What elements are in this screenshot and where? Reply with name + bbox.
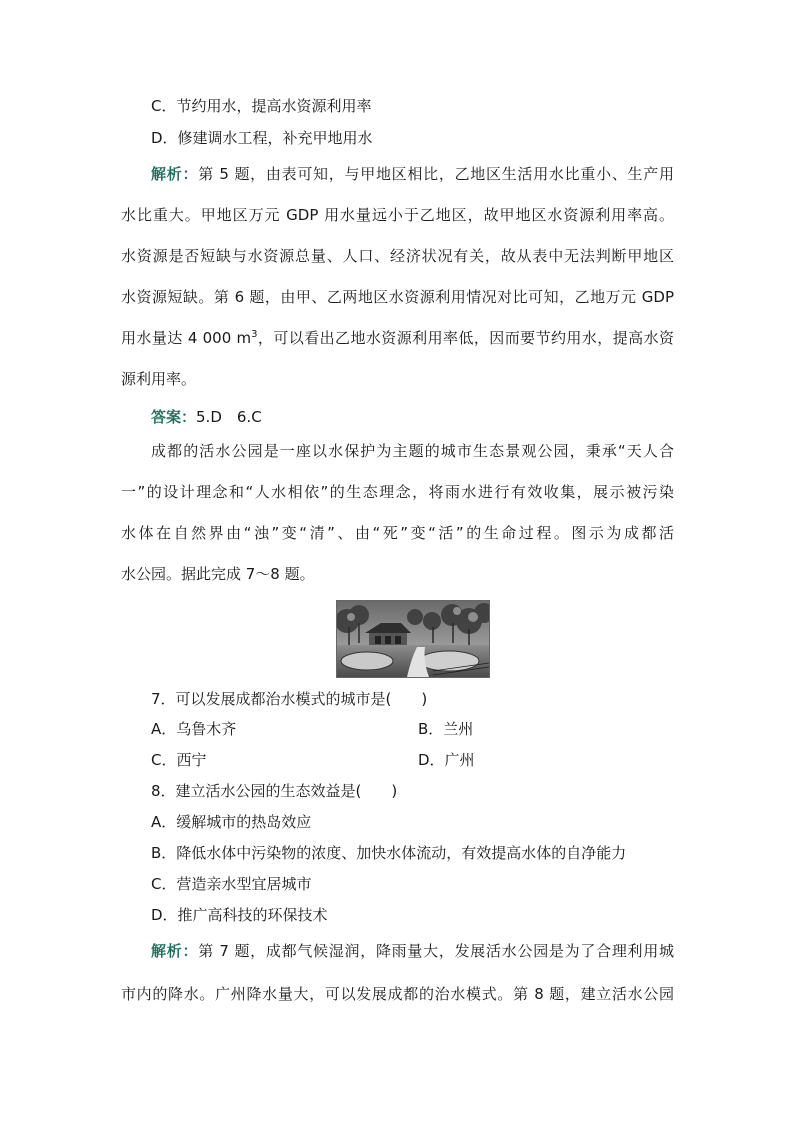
q7-stem: 7．可以发展成都治水模式的城市是( )	[151, 690, 428, 708]
intro-line-4: 水公园。据此完成 7～8 题。	[121, 565, 315, 583]
analysis-1-line-1: 解析：第 5 题，由表可知，与甲地区相比，乙地区生活用水比重小、生产用	[151, 165, 674, 183]
analysis-label: 解析：	[151, 165, 199, 183]
q7-option-b: B．兰州	[418, 720, 474, 738]
answer-label: 答案：	[151, 408, 197, 426]
analysis-1-line-6: 源利用率。	[121, 370, 197, 388]
q7-option-a: A．乌鲁木齐	[151, 720, 237, 738]
analysis-label-2: 解析：	[151, 942, 199, 960]
q8-option-a: A．缓解城市的热岛效应	[151, 813, 312, 831]
q8-option-d: D．推广高科技的环保技术	[151, 906, 328, 924]
q8-option-b: B．降低水体中污染物的浓度、加快水体流动，有效提高水体的自净能力	[151, 844, 627, 862]
q6-option-c: C．节约用水，提高水资源利用率	[151, 97, 372, 115]
q6-option-d: D．修建调水工程，补充甲地用水	[151, 129, 373, 147]
q8-option-c: C．营造亲水型宜居城市	[151, 875, 312, 893]
intro-line-3: 水体在自然界由“浊”变“清”、由“死”变“活”的生命过程。图示为成都活	[121, 524, 674, 542]
analysis-2-line-2: 市内的降水。广州降水量大，可以发展成都的治水模式。第 8 题，建立活水公园	[121, 985, 674, 1003]
analysis-1-line-3: 水资源是否短缺与水资源总量、人口、经济状况有关，故从表中无法判断甲地区	[121, 247, 674, 265]
analysis-1-line-4: 水资源短缺。第 6 题，由甲、乙两地区水资源利用情况对比可知，乙地万元 GDP	[121, 288, 674, 306]
analysis-1-line-5: 用水量达 4 000 $m^3$，可以看出乙地水资源利用率低，因而要节约用水，提高水资	[121, 329, 674, 347]
analysis-1-line-2: 水比重大。甲地区万元 GDP 用水量远小于乙地区，故甲地区水资源利用率高。	[121, 206, 674, 224]
q8-stem: 8．建立活水公园的生态效益是( )	[151, 782, 398, 800]
q7-option-c: C．西宁	[151, 751, 207, 769]
park-photo-illustration	[337, 601, 489, 677]
park-photo	[336, 600, 490, 678]
intro-line-2: 一”的设计理念和“人水相依”的生态理念，将雨水进行有效收集，展示被污染	[121, 483, 674, 501]
answer-1: 答案：5.D 6.C	[151, 408, 262, 426]
analysis-2-line-1: 解析：第 7 题，成都气候湿润，降雨量大，发展活水公园是为了合理利用城	[151, 942, 674, 960]
intro-line-1: 成都的活水公园是一座以水保护为主题的城市生态景观公园，秉承“天人合	[151, 442, 674, 460]
q7-option-d: D．广州	[418, 751, 475, 769]
